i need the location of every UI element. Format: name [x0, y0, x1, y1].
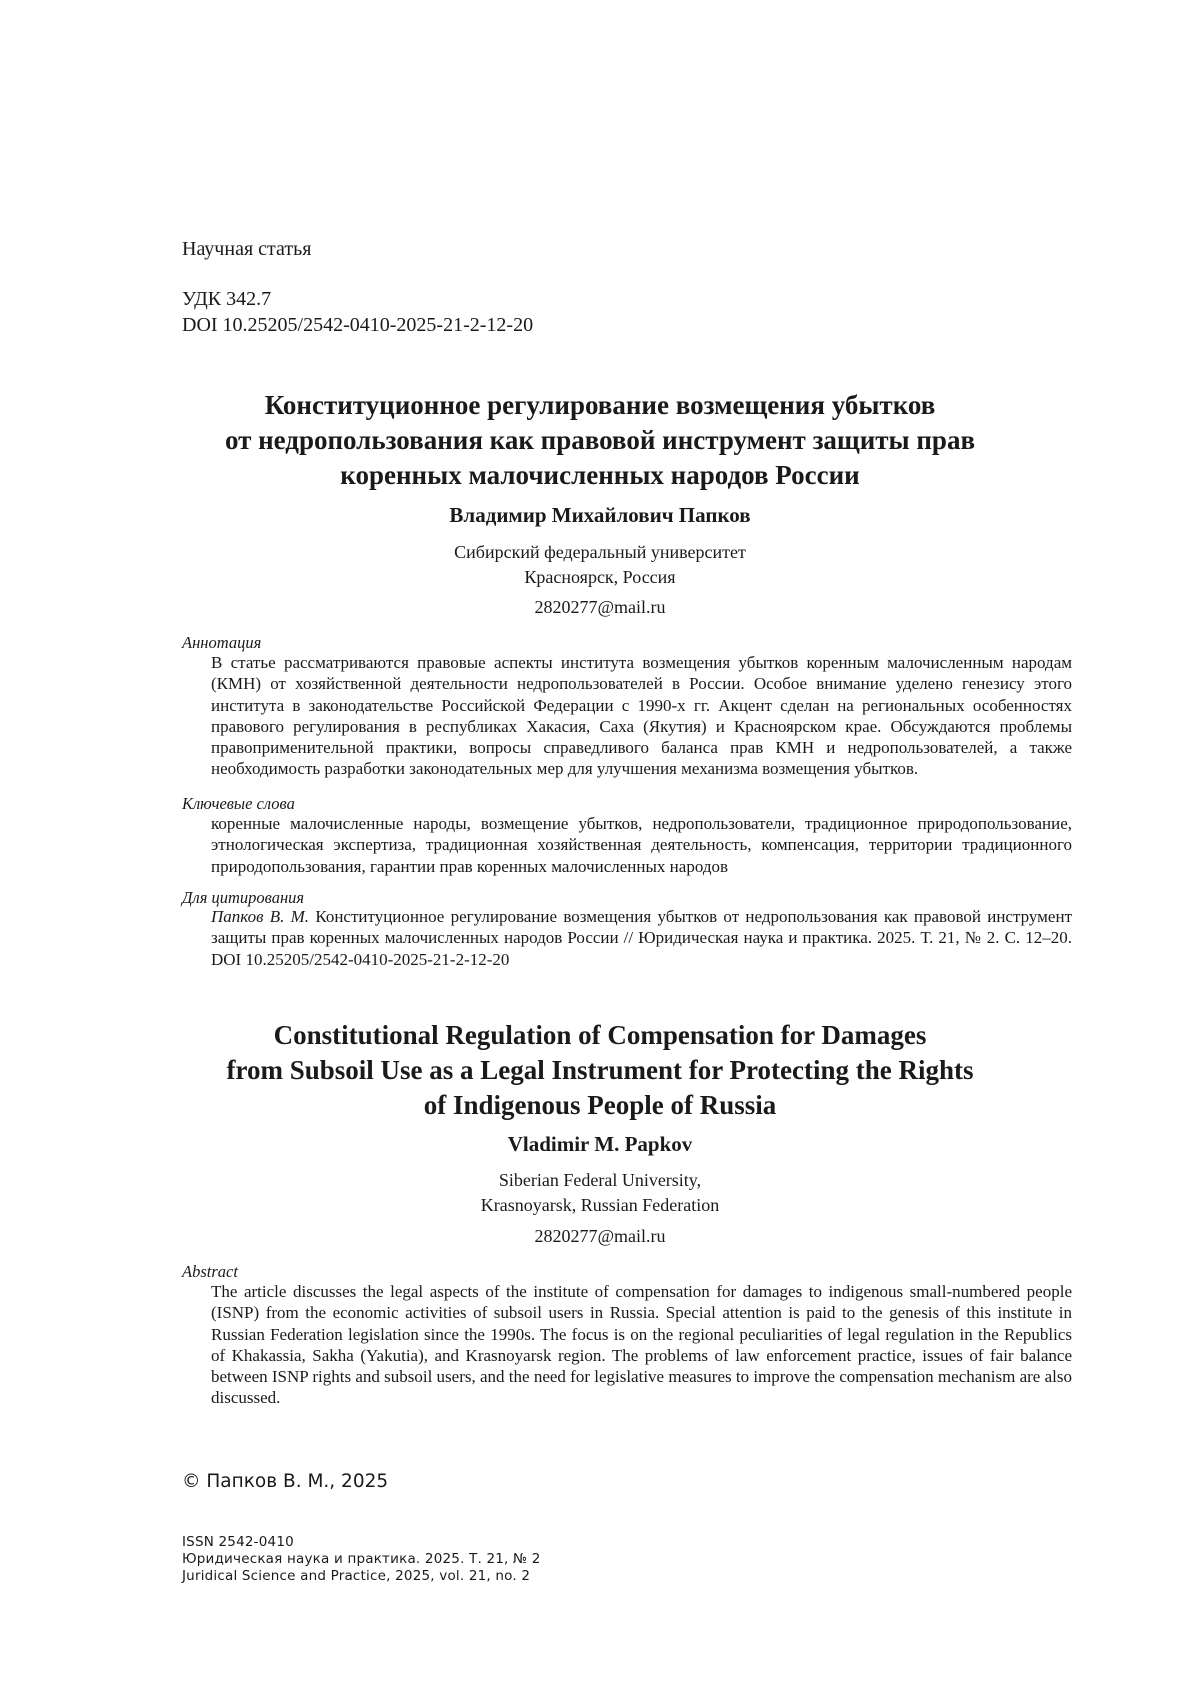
affiliation-ru: Сибирский федеральный университет — [454, 542, 746, 562]
citation-text-ru — [211, 906, 1072, 970]
title-en — [160, 1018, 1040, 1123]
doi-code: DOI 10.25205/2542-0410-2025-21-2-12-20 — [182, 314, 534, 336]
citation-body: Конституционное регулирование возмещения убытков от недропользования как правовой инструмент защиты прав коренных малочисленных народов России // Юридическая наука и практика. 2025. Т. 21, № 2. С. 12–20. DOI 10.25205/2542-0410-2025-21-2-12-20 — [211, 907, 1072, 969]
abstract-text-en: The article discusses the legal aspects of the institute of compensation for damages to indigenous small-numbered people (ISNP) from the economic activities of subsoil users in Russia. Special attention is paid to the genesis of this institute in Russian Federation legislation since the 1990s. The focus is on the regional peculiarities of legal regulation in the Republics of Khakassia, Sakha (Yakutia), and Krasnoyarsk region. The problems of law enforcement practice, issues of fair balance between ISNP rights and subsoil users, and the need for legislative measures to improve the compensation mechanism are also discussed. — [211, 1282, 1072, 1408]
abstract-label-ru: Аннотация — [182, 633, 262, 652]
title-en-line: Constitutional Regulation of Compensation for Damages — [273, 1020, 927, 1050]
affiliation-en: Siberian Federal University, — [498, 1170, 702, 1190]
email-en: 2820277@mail.ru — [534, 1226, 666, 1246]
abstract-text-ru: В статье рассматриваются правовые аспекты института возмещения убытков коренным малочисленным народам (КМН) от хозяйственной деятельности недропользователей в России. Особое внимание уделено генезису этого института в законодательстве Российской Федерации с 1990-х гг. Акцент сделан на региональных особенностях правового регулирования в республиках Хакасия, Саха (Якутия) и Красноярском крае. Обсуждаются проблемы правоприменительной практики, вопросы справедливого баланса прав КМН и недропользователей, а также необходимость разработки законодательных мер для улучшения механизма возмещения убытков. — [211, 653, 1072, 779]
author-en: Vladimir M. Papkov — [507, 1132, 693, 1156]
title-en-line: from Subsoil Use as a Legal Instrument for Protecting the Rights — [226, 1055, 974, 1085]
author-ru: Владимир Михайлович Папков — [449, 503, 751, 527]
journal-footer — [182, 1534, 541, 1585]
title-ru-line: Конституционное регулирование возмещения убытков — [264, 390, 936, 420]
abstract-label-en: Abstract — [182, 1262, 238, 1281]
email-ru: 2820277@mail.ru — [534, 597, 666, 617]
citation-label-ru: Для цитирования — [182, 888, 305, 907]
citation-author: Папков В. М. — [211, 907, 310, 926]
title-ru-line: коренных малочисленных народов России — [340, 460, 860, 490]
city-en: Krasnoyarsk, Russian Federation — [480, 1195, 720, 1215]
title-ru — [160, 388, 1040, 493]
issn: ISSN 2542-0410 — [182, 1534, 294, 1550]
copyright: © Папков В. М., 2025 — [182, 1471, 389, 1492]
keywords-text-ru: коренные малочисленные народы, возмещение убытков, недропользователи, традиционное природопользование, этнологическая экспертиза, традиционная хозяйственная деятельность, компенсация, территории традиционного природопользования, гарантии прав коренных малочисленных народов — [211, 814, 1072, 876]
city-ru: Красноярск, Россия — [524, 567, 676, 587]
title-ru-line: от недропользования как правовой инструмент защиты прав — [224, 425, 976, 455]
udk-code: УДК 342.7 — [182, 288, 272, 310]
article-type: Научная статья — [182, 238, 312, 260]
journal-en: Juridical Science and Practice, 2025, vol. 21, no. 2 — [182, 1568, 531, 1584]
title-en-line: of Indigenous People of Russia — [423, 1090, 777, 1120]
keywords-label-ru: Ключевые слова — [182, 794, 295, 813]
journal-ru: Юридическая наука и практика. 2025. Т. 21, № 2 — [182, 1551, 541, 1567]
